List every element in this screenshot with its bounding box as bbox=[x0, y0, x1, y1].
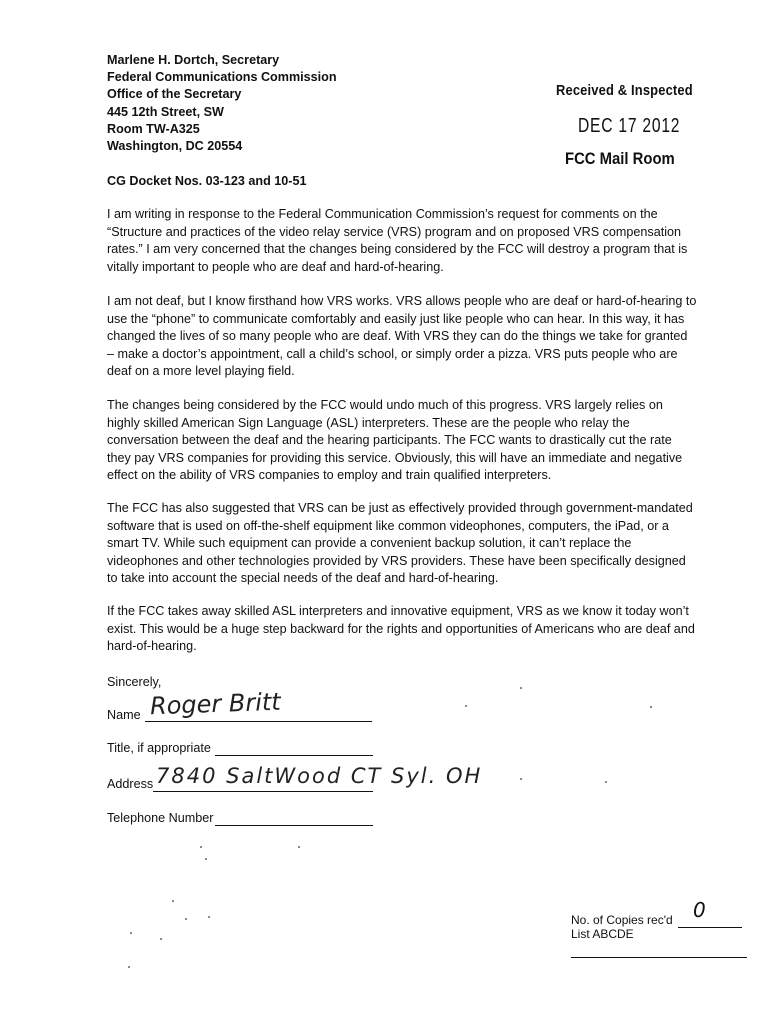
scan-speck bbox=[298, 846, 300, 848]
scan-speck bbox=[130, 932, 132, 934]
scan-speck bbox=[465, 705, 467, 707]
scan-speck bbox=[128, 966, 130, 968]
stamp-mail-room: FCC Mail Room bbox=[565, 150, 675, 168]
phone-row bbox=[107, 811, 213, 825]
paragraph: I am not deaf, but I know firsthand how VRS works. VRS allows people who are deaf or hard-of-hearing to use the “phone” to communicate comfortably and easily just like people who can hear. In this way, it has changed the lives of so many people who are deaf. With VRS they can do the things we take for granted – make a doctor’s appointment, call a child’s school, or simply order a pizza. VRS puts people who are deaf on a more level playing field. bbox=[107, 294, 697, 378]
scan-speck bbox=[200, 846, 202, 848]
copies-line bbox=[678, 927, 742, 928]
phone-line bbox=[215, 825, 373, 826]
address-label: Address bbox=[107, 777, 154, 791]
scan-speck bbox=[160, 938, 162, 940]
scan-speck bbox=[185, 918, 187, 920]
bottom-rule bbox=[571, 957, 747, 958]
docket-number: CG Docket Nos. 03-123 and 10-51 bbox=[107, 174, 307, 188]
scan-speck bbox=[520, 778, 522, 780]
stamp-date: DEC 17 2012 bbox=[578, 115, 681, 137]
received-stamp: Received & Inspected bbox=[556, 82, 693, 99]
copies-value: 0 bbox=[693, 898, 706, 922]
copies-list: List ABCDE bbox=[571, 927, 634, 941]
address-row bbox=[107, 777, 153, 791]
recipient-room: Room TW-A325 bbox=[107, 121, 200, 136]
name-label: Name bbox=[107, 708, 141, 722]
address-line bbox=[153, 791, 373, 792]
recipient-name: Marlene H. Dortch, Secretary bbox=[107, 53, 280, 67]
recipient-organization: Federal Communications Commission bbox=[107, 70, 337, 85]
name-line bbox=[145, 721, 372, 722]
scan-speck bbox=[520, 687, 522, 689]
recipient-address bbox=[107, 52, 337, 155]
signature: Roger Britt bbox=[149, 687, 282, 721]
scan-speck bbox=[172, 900, 174, 902]
recipient-office: Office of the Secretary bbox=[107, 87, 242, 102]
scan-speck bbox=[208, 916, 210, 918]
paragraph: The FCC has also suggested that VRS can be just as effectively provided through government-mandated software that is used on off-the-shelf equipment like common videophones, computers, the iPad, or a smart TV. While such equipment can provide a convenient backup solution, it can’t replace the videophones and other technologies provided by VRS providers. These have been specifically designed to take into account the special needs of the deaf and hard-of-hearing. bbox=[107, 501, 693, 585]
recipient-city: Washington, DC 20554 bbox=[107, 139, 243, 154]
paragraph: The changes being considered by the FCC would undo much of this progress. VRS largely relies on highly skilled American Sign Language (ASL) interpreters. These are the people who relay the conversation between the deaf and the hearing participants. The FCC wants to drastically cut the rate they pay VRS companies for providing this service. Obviously, this will have an immediate and negative effect on the ability of VRS companies to employ and train qualified interpreters. bbox=[107, 398, 683, 482]
copies-block bbox=[571, 913, 673, 941]
scan-speck bbox=[605, 781, 607, 783]
name-row bbox=[107, 708, 141, 722]
scan-speck bbox=[650, 706, 652, 708]
title-row bbox=[107, 741, 211, 755]
paragraph: If the FCC takes away skilled ASL interpreters and innovative equipment, VRS as we know it today won’t exist. This would be a huge step backward for the rights and opportunities of Americans who are deaf and hard-of-hearing. bbox=[107, 604, 695, 653]
title-label: Title, if appropriate bbox=[107, 741, 211, 755]
paragraph: I am writing in response to the Federal Communication Commission’s request for comments on the “Structure and practices of the video relay service (VRS) program and on proposed VRS compensation rates.” I am very concerned that the changes being considered by the FCC will destroy a program that is vitally important to people who are deaf and hard-of-hearing. bbox=[107, 207, 688, 274]
handwritten-address: 7840 SaltWood CT Syl. OH bbox=[156, 764, 483, 788]
scan-speck bbox=[205, 858, 207, 860]
recipient-street: 445 12th Street, SW bbox=[107, 104, 224, 119]
phone-label: Telephone Number bbox=[107, 811, 214, 825]
copies-label: No. of Copies rec'd bbox=[571, 913, 673, 927]
title-line bbox=[215, 755, 373, 756]
closing: Sincerely, bbox=[107, 675, 162, 689]
